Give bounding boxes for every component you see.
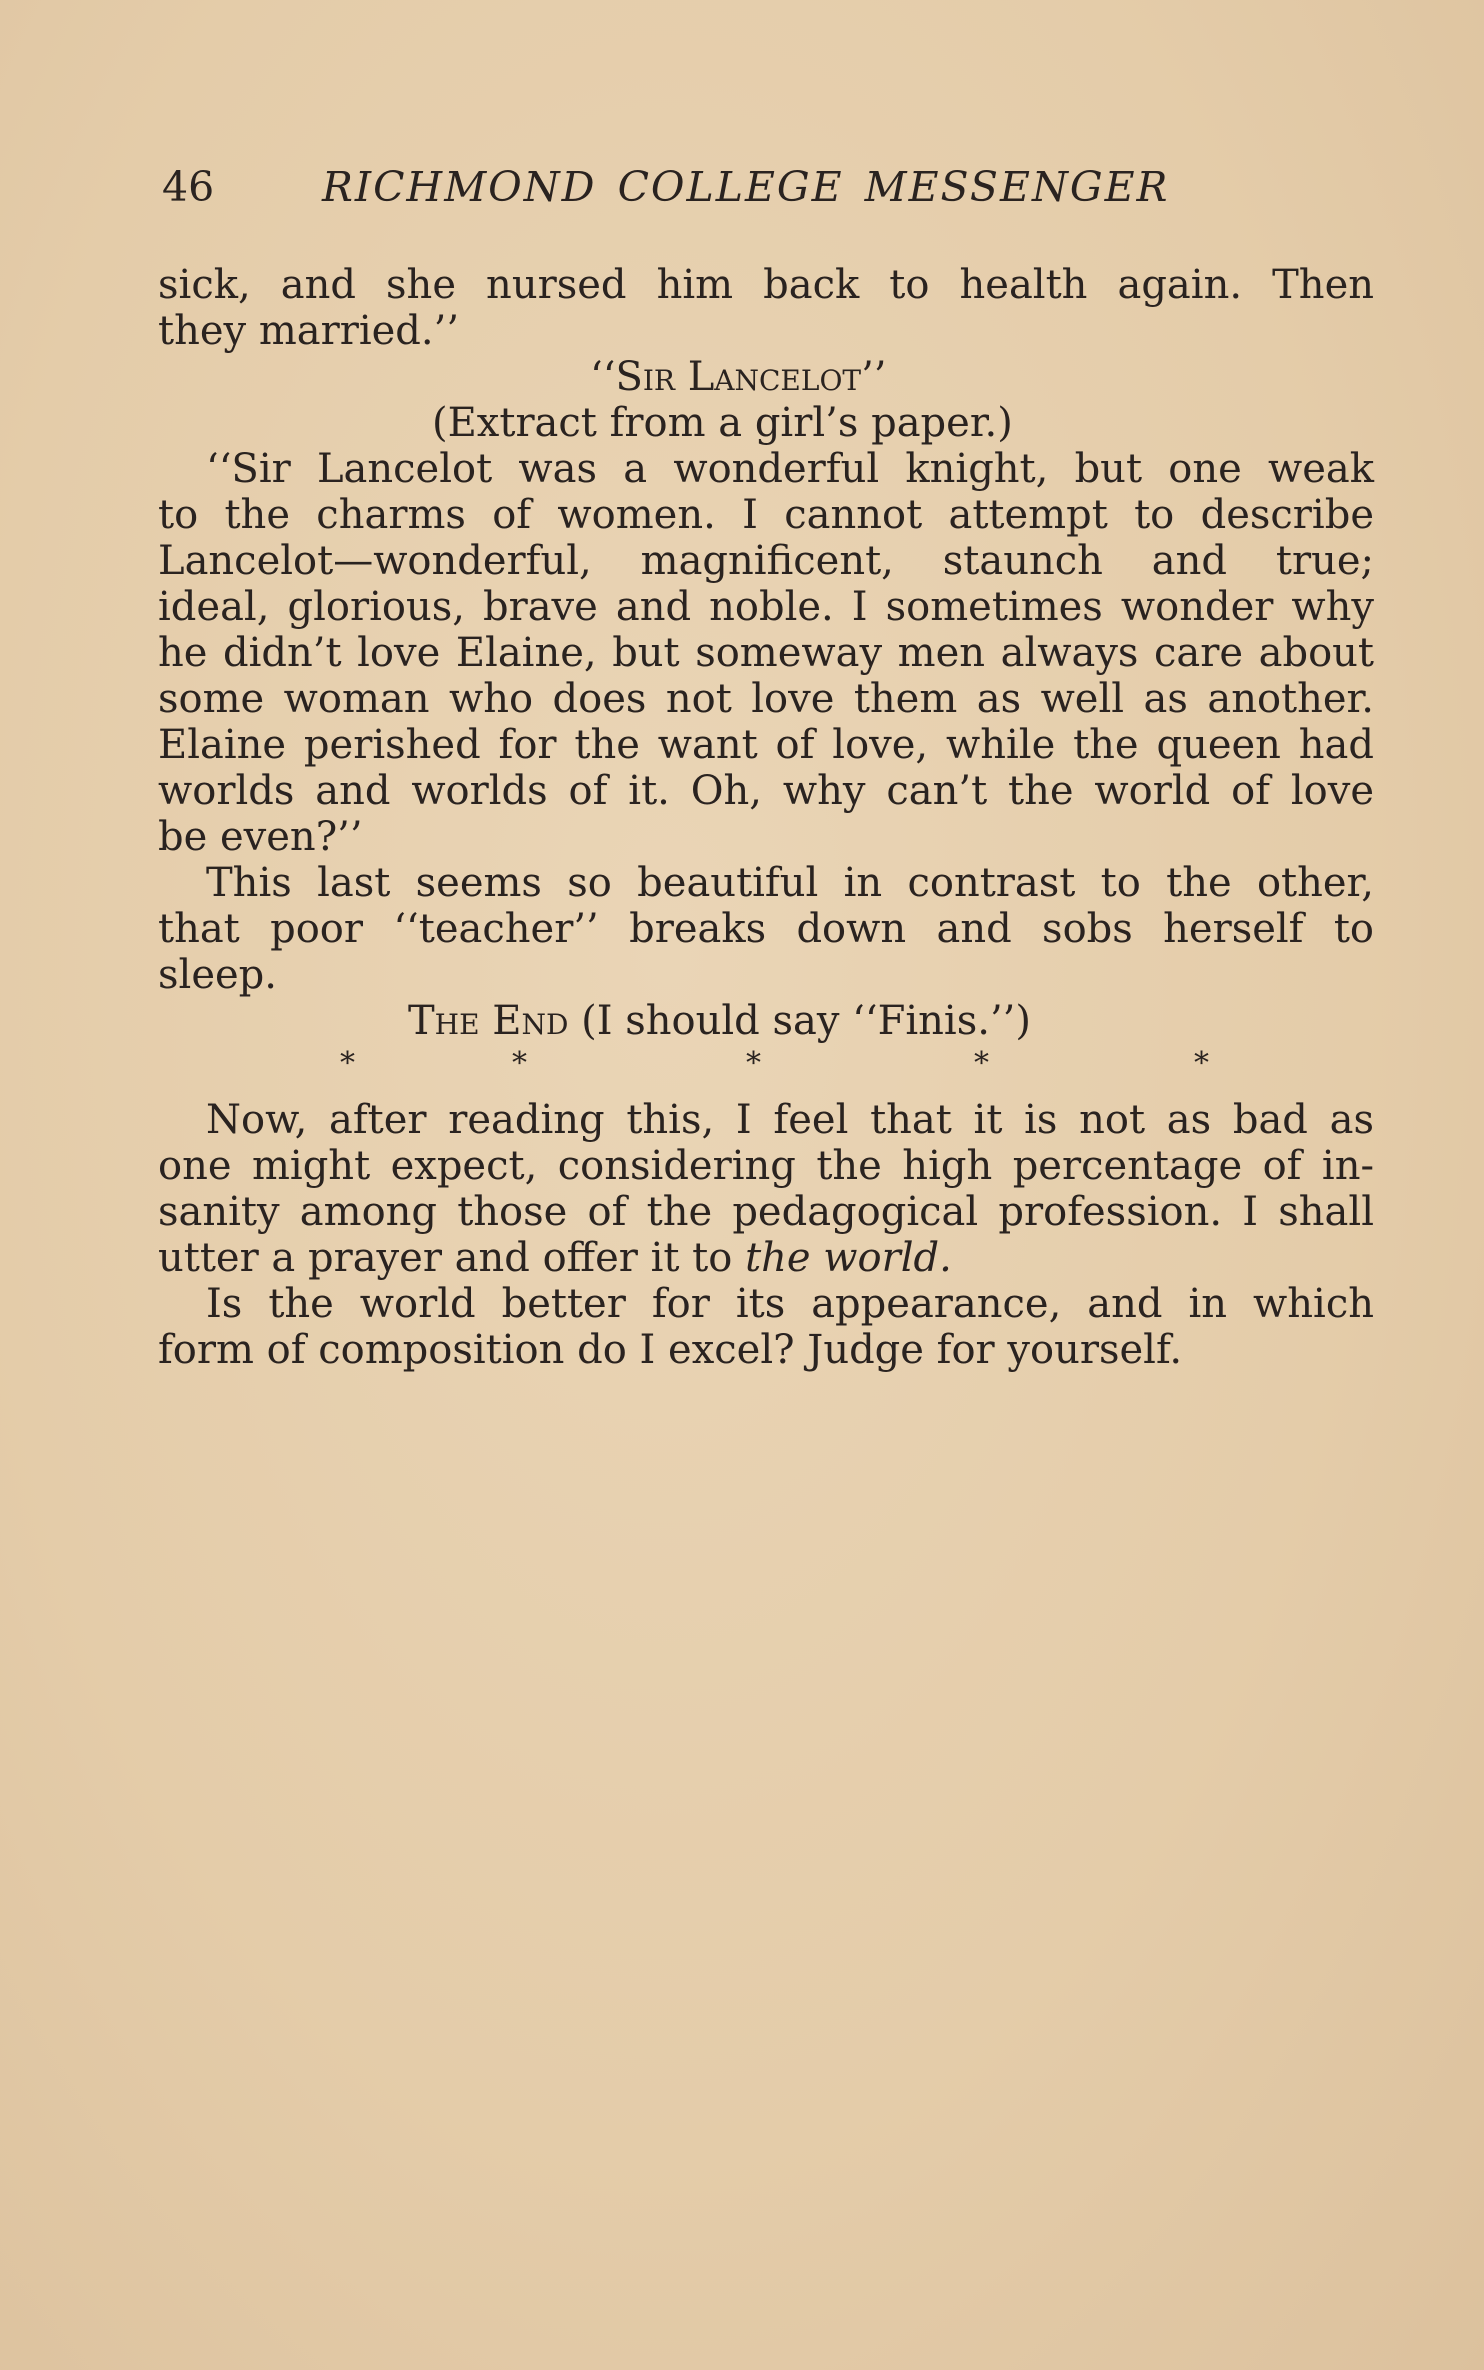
section-title [590, 354, 887, 400]
quoted-extract [158, 446, 1374, 860]
text-line-prefix: utter a prayer and offer it to [158, 1235, 746, 1281]
text-line: to the charms of women. I cannot attempt to describe [158, 492, 1374, 538]
text-line: This last seems so beautiful in contrast to the other, [206, 860, 1374, 906]
section-subtitle: (Extract from a girl’s paper.) [432, 400, 1013, 446]
paragraph-reflection [158, 1097, 1374, 1281]
paragraph-continuation [158, 262, 1374, 354]
text-line: sick, and she nursed him back to health again. Then [158, 262, 1374, 308]
text-line: Lancelot—wonderful, magnificent, staunch and true; [158, 538, 1374, 584]
text-line [158, 1235, 1374, 1281]
paragraph-closing [158, 1281, 1374, 1373]
text-line: be even?’’ [158, 814, 363, 860]
section-separator [340, 1044, 1240, 1084]
page-number: 46 [162, 163, 215, 211]
title-text: Sir Lancelot [615, 354, 862, 400]
paragraph-contrast [158, 860, 1374, 998]
text-line: form of composition do I excel? Judge for yourself. [158, 1327, 1183, 1373]
text-line: he didn’t love Elaine, but someway men always care about [158, 630, 1374, 676]
end-rest: (I should say ‘‘Finis.’’) [568, 998, 1031, 1044]
separator-star: * [512, 1046, 527, 1081]
end-line [408, 998, 1031, 1044]
separator-star: * [974, 1046, 989, 1081]
text-line: sleep. [158, 952, 277, 998]
text-line: ideal, glorious, brave and noble. I sometimes wonder why [158, 584, 1374, 630]
end-smallcaps: The End [408, 998, 569, 1044]
text-line: worlds and worlds of it. Oh, why can’t the world of love [158, 768, 1374, 814]
text-line: Elaine perished for the want of love, while the queen had [158, 722, 1374, 768]
separator-star: * [746, 1046, 761, 1081]
title-quote-close: ’’ [861, 354, 887, 400]
text-line: that poor ‘‘teacher’’ breaks down and sobs herself to [158, 906, 1374, 952]
separator-star: * [340, 1046, 355, 1081]
text-line: they married.’’ [158, 308, 460, 354]
title-quote-open: ‘‘ [590, 354, 616, 400]
text-line: one might expect, considering the high percentage of in- [158, 1143, 1374, 1189]
page-header [162, 152, 1242, 222]
italic-phrase: the world. [745, 1235, 952, 1281]
separator-star: * [1194, 1046, 1209, 1081]
text-line: some woman who does not love them as well as another. [158, 676, 1374, 722]
text-line: ‘‘Sir Lancelot was a wonderful knight, but one weak [206, 446, 1374, 492]
text-line: Now, after reading this, I feel that it is not as bad as [206, 1097, 1374, 1143]
text-line: Is the world better for its appearance, and in which [206, 1281, 1374, 1327]
running-title: RICHMOND COLLEGE MESSENGER [322, 163, 1170, 211]
text-line: sanity among those of the pedagogical profession. I shall [158, 1189, 1374, 1235]
